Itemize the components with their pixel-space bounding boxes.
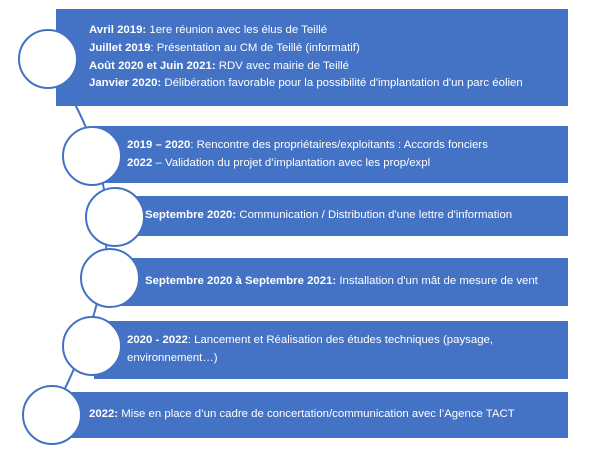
step-1-line-4: Janvier 2020: Délibération favorable pour la possibilité d'implantation d'un parc éolien xyxy=(89,77,523,90)
timeline-step-2 xyxy=(94,126,568,183)
timeline-node-5 xyxy=(62,316,122,376)
timeline-step-5 xyxy=(94,321,568,379)
timeline-step-6 xyxy=(56,392,568,438)
timeline-node-3 xyxy=(85,187,145,247)
step-1-line-2: Juillet 2019: Présentation au CM de Teillé (informatif) xyxy=(89,41,360,54)
step-2-line-1: 2019 – 2020: Rencontre des propriétaires/exploitants : Accords fonciers xyxy=(127,138,488,151)
timeline-step-1 xyxy=(56,9,568,106)
timeline-node-6 xyxy=(22,385,82,445)
timeline-node-4 xyxy=(80,248,140,308)
timeline-step-4 xyxy=(112,258,568,306)
step-6-line-1: 2022: Mise en place d’un cadre de concertation/communication avec l’Agence TACT xyxy=(89,408,515,421)
step-4-line-1: Septembre 2020 à Septembre 2021: Installation d'un mât de mesure de vent xyxy=(145,275,538,288)
step-3-line-1: Septembre 2020: Communication / Distribution d'une lettre d'information xyxy=(145,209,513,222)
step-5-line-1: 2020 - 2022: Lancement et Réalisation des études techniques (paysage, environnement…) xyxy=(127,334,494,364)
timeline-step-3 xyxy=(112,196,568,236)
step-2-line-2: 2022 – Validation du projet d’implantation avec les prop/expl xyxy=(127,156,431,169)
step-1-line-3: Août 2020 et Juin 2021: RDV avec mairie de Teillé xyxy=(89,59,349,72)
step-1-line-1: Avril 2019: 1ere réunion avec les élus de Teillé xyxy=(89,24,328,37)
timeline-node-2 xyxy=(62,126,122,186)
timeline-node-1 xyxy=(18,29,78,89)
